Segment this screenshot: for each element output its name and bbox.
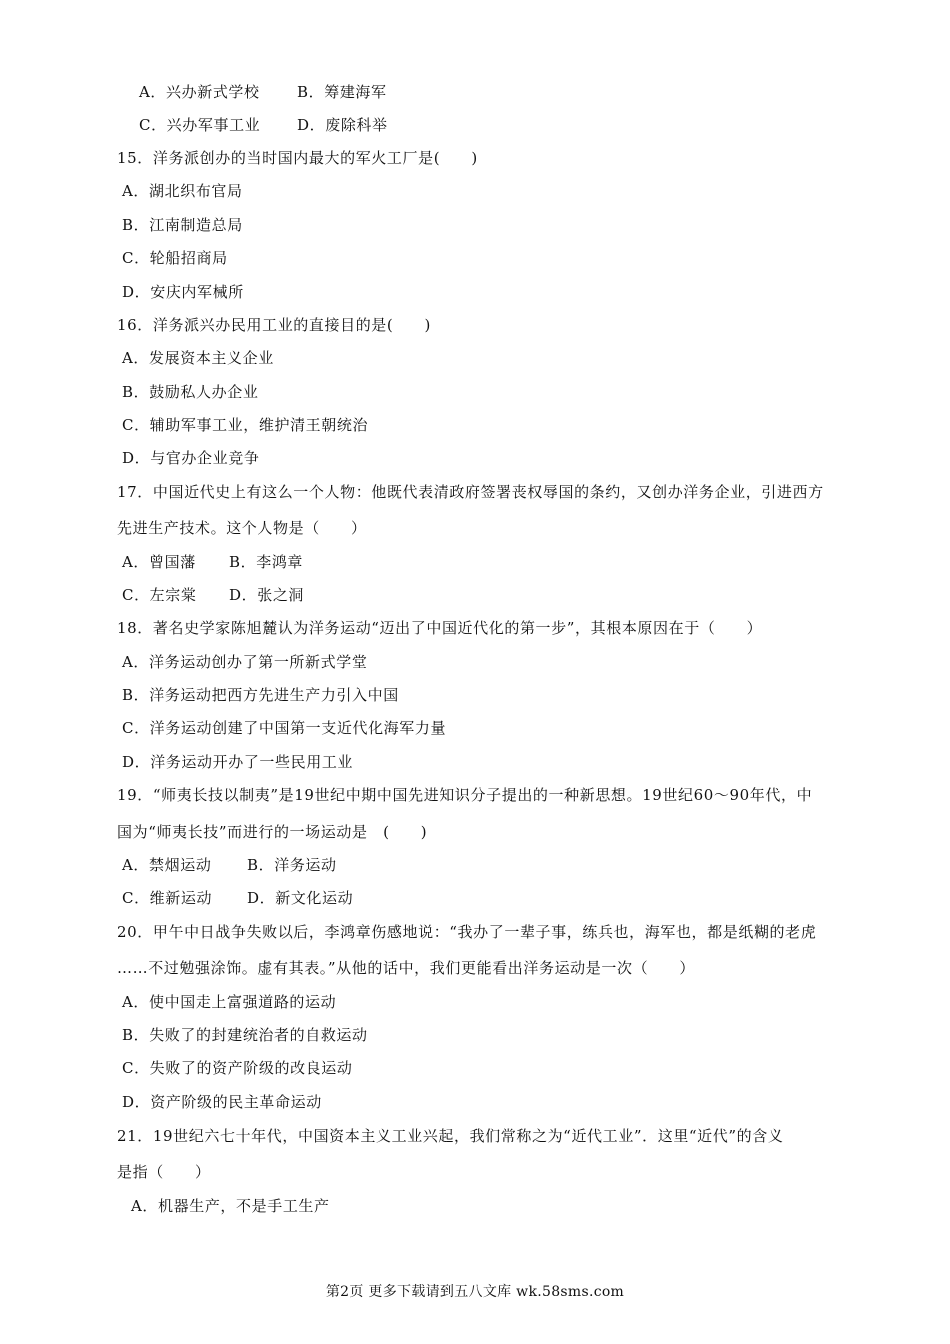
q15-option-c: C．轮船招商局 bbox=[122, 249, 228, 267]
q18-option-b: B．洋务运动把西方先进生产力引入中国 bbox=[122, 686, 399, 704]
q15-option-b: B．江南制造总局 bbox=[122, 216, 243, 234]
q21-stem-line-1: 21．19世纪六七十年代，中国资本主义工业兴起，我们常称之为“近代工业”．这里“近代”的含义 bbox=[117, 1127, 784, 1145]
q19-option-row-1 bbox=[122, 855, 337, 875]
q16-option-c: C．辅助军事工业，维护清王朝统治 bbox=[122, 416, 369, 434]
q14-option-d: D．废除科举 bbox=[297, 116, 388, 134]
q14-option-row-1 bbox=[139, 82, 387, 102]
q17-option-b: B．李鸿章 bbox=[229, 553, 304, 571]
q16-option-b: B．鼓励私人办企业 bbox=[122, 383, 259, 401]
q20-stem-line-2: ……不过勉强涂饰。虚有其表。”从他的话中，我们更能看出洋务运动是一次（ ） bbox=[117, 959, 695, 977]
q17-option-c: C．左宗棠 bbox=[122, 586, 197, 604]
q16-option-a: A．发展资本主义企业 bbox=[122, 349, 274, 367]
q14-option-c: C．兴办军事工业 bbox=[139, 116, 261, 134]
page-footer: 第2页 更多下载请到五八文库 wk.58sms.com bbox=[325, 1284, 625, 1300]
q19-option-a: A．禁烟运动 bbox=[122, 856, 212, 874]
q17-stem-line-1: 17．中国近代史上有这么一个人物：他既代表清政府签署丧权辱国的条约，又创办洋务企业，引进西方 bbox=[117, 483, 824, 501]
q16-stem: 16．洋务派兴办民用工业的直接目的是( ) bbox=[117, 316, 431, 334]
q18-option-d: D．洋务运动开办了一些民用工业 bbox=[122, 753, 354, 771]
q14-option-row-2 bbox=[139, 115, 388, 135]
q18-option-c: C．洋务运动创建了中国第一支近代化海军力量 bbox=[122, 719, 447, 737]
q18-option-a: A．洋务运动创办了第一所新式学堂 bbox=[122, 653, 368, 671]
q18-stem: 18．著名史学家陈旭麓认为洋务运动“迈出了中国近代化的第一步”，其根本原因在于（ ） bbox=[117, 619, 763, 637]
q21-stem-line-2: 是指（ ） bbox=[117, 1163, 211, 1181]
q19-option-d: D．新文化运动 bbox=[247, 889, 354, 907]
q17-option-row-1 bbox=[122, 552, 303, 572]
q19-stem-line-1: 19．“师夷长技以制夷”是19世纪中期中国先进知识分子提出的一种新思想。19世纪60～90年代，中 bbox=[117, 786, 813, 804]
q17-option-a: A．曾国藩 bbox=[122, 553, 196, 571]
q19-option-c: C．维新运动 bbox=[122, 889, 213, 907]
q19-stem-line-2: 国为“师夷长技”而进行的一场运动是 ( ) bbox=[117, 823, 428, 841]
q19-option-row-2 bbox=[122, 888, 353, 908]
q20-stem-line-1: 20．甲午中日战争失败以后，李鸿章伤感地说：“我办了一辈子事，练兵也，海军也，都是纸糊的老虎 bbox=[117, 923, 817, 941]
q16-option-d: D．与官办企业竞争 bbox=[122, 449, 260, 467]
q14-option-b: B．筹建海军 bbox=[297, 83, 387, 101]
q15-option-a: A．湖北织布官局 bbox=[122, 182, 243, 200]
q15-stem: 15．洋务派创办的当时国内最大的军火工厂是( ) bbox=[117, 149, 478, 167]
q19-option-b: B．洋务运动 bbox=[247, 856, 337, 874]
q20-option-c: C．失败了的资产阶级的改良运动 bbox=[122, 1059, 353, 1077]
q17-stem-line-2: 先进生产技术。这个人物是（ ） bbox=[117, 519, 367, 537]
q17-option-d: D．张之洞 bbox=[229, 586, 305, 604]
q21-option-a: A．机器生产，不是手工生产 bbox=[131, 1197, 330, 1215]
q20-option-a: A．使中国走上富强道路的运动 bbox=[122, 993, 337, 1011]
q15-option-d: D．安庆内军械所 bbox=[122, 283, 244, 301]
q20-option-b: B．失败了的封建统治者的自救运动 bbox=[122, 1026, 368, 1044]
q14-option-a: A．兴办新式学校 bbox=[139, 83, 260, 101]
q17-option-row-2 bbox=[122, 585, 304, 605]
q20-option-d: D．资产阶级的民主革命运动 bbox=[122, 1093, 322, 1111]
